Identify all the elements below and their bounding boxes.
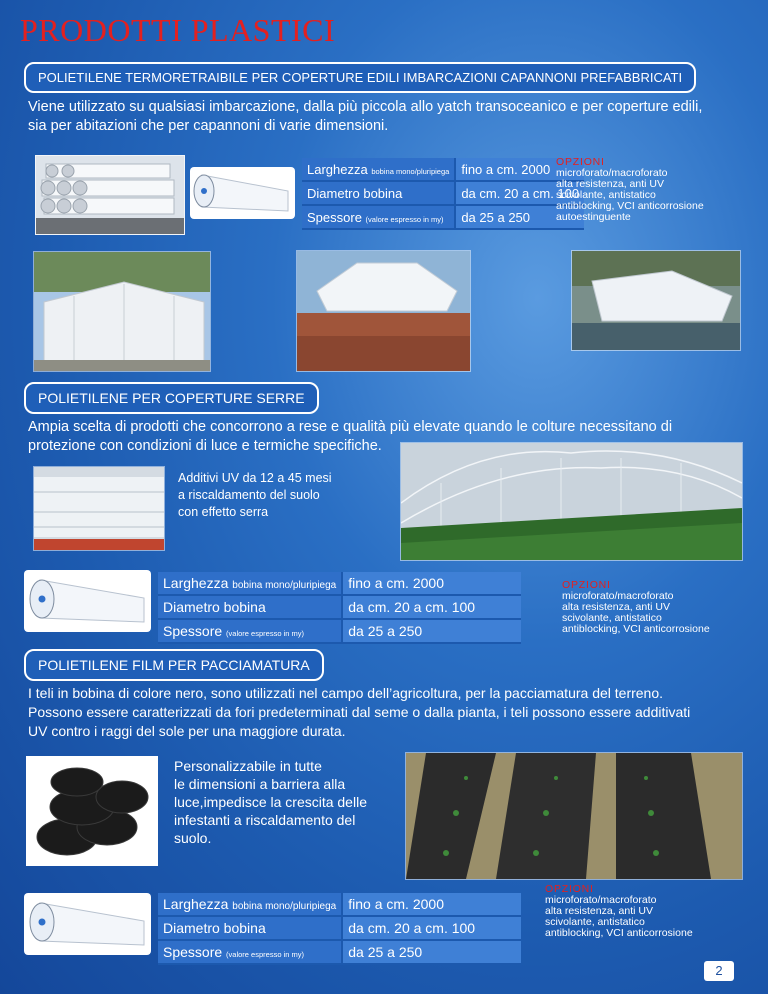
option-item: microforato/macroforato bbox=[545, 894, 657, 906]
section2-options bbox=[562, 580, 710, 635]
greenhouse-film-photo bbox=[33, 466, 165, 551]
roll-diagram bbox=[24, 570, 151, 632]
diameter-value: da cm. 20 a cm. 100 bbox=[342, 916, 521, 940]
width-sublabel: bobina mono/pluripiega bbox=[232, 580, 337, 591]
option-item: alta resistenza, anti UV bbox=[556, 178, 664, 190]
page-number: 2 bbox=[704, 961, 734, 981]
spec-row-width bbox=[302, 158, 584, 181]
option-item: scivolante, antistatico bbox=[556, 189, 656, 201]
diameter-label: Diametro bobina bbox=[158, 916, 342, 940]
section2-heading: POLIETILENE PER COPERTURE SERRE bbox=[24, 382, 319, 414]
option-item: antiblocking, VCI anticorrosione bbox=[562, 623, 710, 635]
option-item: microforato/macroforato bbox=[556, 167, 668, 179]
thickness-value: da 25 a 250 bbox=[455, 205, 584, 229]
section2-spec-table bbox=[158, 572, 521, 644]
thickness-label: Spessore bbox=[163, 623, 223, 639]
options-heading: OPZIONI bbox=[545, 883, 594, 895]
roll-diagram bbox=[24, 893, 151, 955]
section3-options bbox=[545, 884, 693, 939]
note-line: Personalizzabile in tutte bbox=[174, 758, 322, 774]
plastic-rolls-photo bbox=[35, 155, 185, 235]
thickness-value: da 25 a 250 bbox=[342, 940, 521, 964]
option-item: microforato/macroforato bbox=[562, 590, 674, 602]
option-item: scivolante, antistatico bbox=[545, 916, 645, 928]
spec-row-thickness bbox=[302, 205, 584, 229]
section1-heading: POLIETILENE TERMORETRAIBILE PER COPERTURE EDILI IMBARCAZIONI CAPANNONI PREFABBRICATI bbox=[24, 62, 696, 93]
option-item: scivolante, antistatico bbox=[562, 612, 662, 624]
building-cover-photo bbox=[33, 251, 211, 372]
section2-note bbox=[178, 470, 332, 521]
spec-row-diameter bbox=[158, 916, 521, 940]
spec-row-width bbox=[158, 893, 521, 916]
section3-paragraph bbox=[28, 684, 690, 741]
diameter-value: da cm. 20 a cm. 100 bbox=[455, 181, 584, 205]
spec-row-width bbox=[158, 572, 521, 595]
thickness-value: da 25 a 250 bbox=[342, 619, 521, 643]
mulched-field-photo bbox=[405, 752, 743, 880]
roll-diagram bbox=[190, 167, 295, 219]
diameter-value: da cm. 20 a cm. 100 bbox=[342, 595, 521, 619]
greenhouse-photo bbox=[400, 442, 743, 561]
note-line: luce,impedisce la crescita delle bbox=[174, 794, 367, 810]
option-item: alta resistenza, anti UV bbox=[562, 601, 670, 613]
note-line: le dimensioni a barriera alla bbox=[174, 776, 346, 792]
width-label: Larghezza bbox=[163, 575, 229, 591]
diameter-label: Diametro bobina bbox=[158, 595, 342, 619]
note-line: Additivi UV da 12 a 45 mesi bbox=[178, 471, 332, 485]
thickness-sublabel: (valore espresso in my) bbox=[365, 214, 444, 224]
note-line: infestanti a riscaldamento del bbox=[174, 812, 356, 828]
section3-para-line: I teli in bobina di colore nero, sono utilizzati nel campo dell’agricoltura, per la pacciamatura del terreno. bbox=[28, 685, 664, 701]
thickness-label: Spessore bbox=[307, 209, 362, 225]
mulch-film-rolls-photo bbox=[26, 756, 158, 866]
width-label: Larghezza bbox=[163, 896, 229, 912]
section1-paragraph bbox=[28, 98, 702, 136]
section2-para-line: protezione con condizioni di luce e termiche specifiche. bbox=[28, 438, 382, 454]
option-item: alta resistenza, anti UV bbox=[545, 905, 653, 917]
section1-para-line: Viene utilizzato su qualsiasi imbarcazione, dalla più piccola allo yatch transoceanico e per coperture edili, bbox=[28, 99, 703, 115]
roof-cover-photo bbox=[296, 250, 471, 372]
section3-note bbox=[174, 757, 367, 847]
thickness-label: Spessore bbox=[163, 944, 223, 960]
width-value: fino a cm. 2000 bbox=[342, 893, 521, 916]
section1-options bbox=[556, 157, 704, 223]
section1-spec-table bbox=[302, 158, 584, 230]
note-line: a riscaldamento del suolo bbox=[178, 488, 320, 502]
section3-para-line: Possono essere caratterizzati da fori predeterminati dal seme o dalla pianta, i teli possono essere additivati bbox=[28, 704, 691, 720]
width-sublabel: bobina mono/pluripiega bbox=[371, 166, 450, 176]
thickness-sublabel: (valore espresso in my) bbox=[226, 629, 304, 638]
option-item: autoestinguente bbox=[556, 211, 631, 223]
page-title: PRODOTTI PLASTICI bbox=[20, 12, 336, 48]
spec-row-thickness bbox=[158, 619, 521, 643]
options-heading: OPZIONI bbox=[562, 579, 611, 591]
yacht-cover-photo bbox=[571, 250, 741, 351]
spec-row-diameter bbox=[158, 595, 521, 619]
options-heading: OPZIONI bbox=[556, 156, 605, 168]
section3-spec-table bbox=[158, 893, 521, 965]
section3-para-line: UV contro i raggi del sole per una maggiore durata. bbox=[28, 723, 346, 739]
width-value: fino a cm. 2000 bbox=[342, 572, 521, 595]
width-value: fino a cm. 2000 bbox=[455, 158, 584, 181]
thickness-sublabel: (valore espresso in my) bbox=[226, 950, 304, 959]
width-label: Larghezza bbox=[307, 161, 368, 177]
diameter-label: Diametro bobina bbox=[302, 181, 455, 205]
section3-heading: POLIETILENE FILM PER PACCIAMATURA bbox=[24, 649, 324, 681]
note-line: con effetto serra bbox=[178, 505, 269, 519]
section2-para-line: Ampia scelta di prodotti che concorrono a rese e qualità più elevate quando le colture necessitano di bbox=[28, 419, 673, 435]
spec-row-thickness bbox=[158, 940, 521, 964]
spec-row-diameter bbox=[302, 181, 584, 205]
option-item: antiblocking, VCI anticorrosione bbox=[545, 927, 693, 939]
note-line: suolo. bbox=[174, 830, 212, 846]
option-item: antiblocking, VCI anticorrosione bbox=[556, 200, 704, 212]
section1-para-line: sia per abitazioni che per capannoni di varie dimensioni. bbox=[28, 118, 389, 134]
width-sublabel: bobina mono/pluripiega bbox=[232, 901, 337, 912]
